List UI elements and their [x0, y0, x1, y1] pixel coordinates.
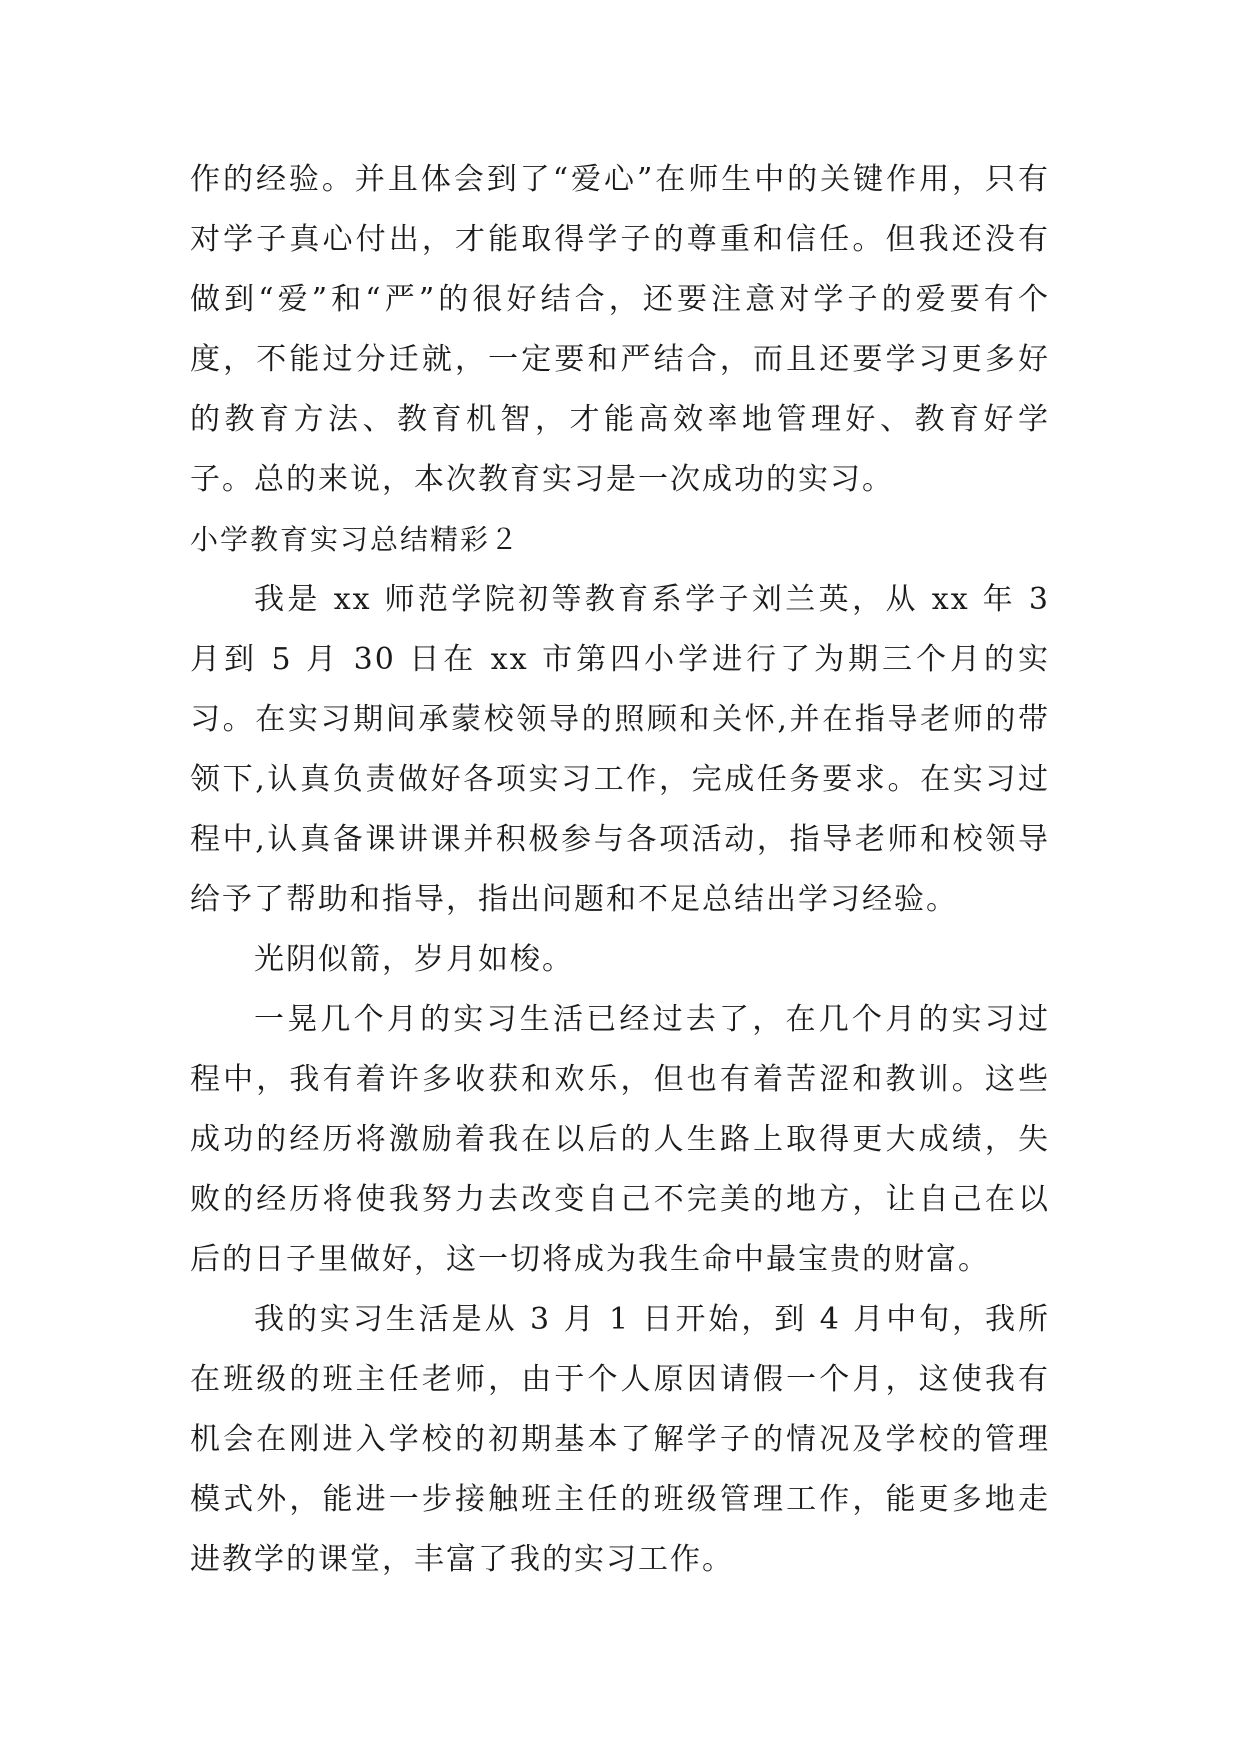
document-body — [190, 150, 1050, 1590]
paragraph-reflection: 一晃几个月的实习生活已经过去了，在几个月的实习过程中，我有着许多收获和欢乐，但也有着苦涩和教训。这些成功的经历将激励着我在以后的人生路上取得更大成绩，失败的经历将使我努力去改变自己不完美的地方，让自己在以后的日子里做好，这一切将成为我生命中最宝贵的财富。 — [190, 1002, 1050, 1277]
paragraph-idiom: 光阴似箭，岁月如梭。 — [254, 942, 574, 977]
paragraph-internship-start: 我的实习生活是从 3 月 1 日开始，到 4 月中旬，我所在班级的班主任老师，由于个人原因请假一个月，这使我有机会在刚进入学校的初期基本了解学子的情况及学校的管理模式外，能进一步接触班主任的班级管理工作，能更多地走进教学的课堂，丰富了我的实习工作。 — [190, 1302, 1050, 1577]
paragraph-intro: 我是 xx 师范学院初等教育系学子刘兰英，从 xx 年 3 月到 5 月 30 日在 xx 市第四小学进行了为期三个月的实习。在实习期间承蒙校领导的照顾和关怀,并在指导老师的带领下,认真负责做好各项实习工作，完成任务要求。在实习过程中,认真备课讲课并积极参与各项活动，指导老师和校领导给予了帮助和指导，指出问题和不足总结出学习经验。 — [190, 582, 1050, 917]
continuation-paragraph: 作的经验。并且体会到了“爱心”在师生中的关键作用，只有对学子真心付出，才能取得学子的尊重和信任。但我还没有做到“爱”和“严”的很好结合，还要注意对学子的爱要有个度，不能过分迁就，一定要和严结合，而且还要学习更多好的教育方法、教育机智，才能高效率地管理好、教育好学子。总的来说，本次教育实习是一次成功的实习。 — [190, 162, 1050, 497]
section-title: 小学教育实习总结精彩２ — [190, 523, 521, 556]
